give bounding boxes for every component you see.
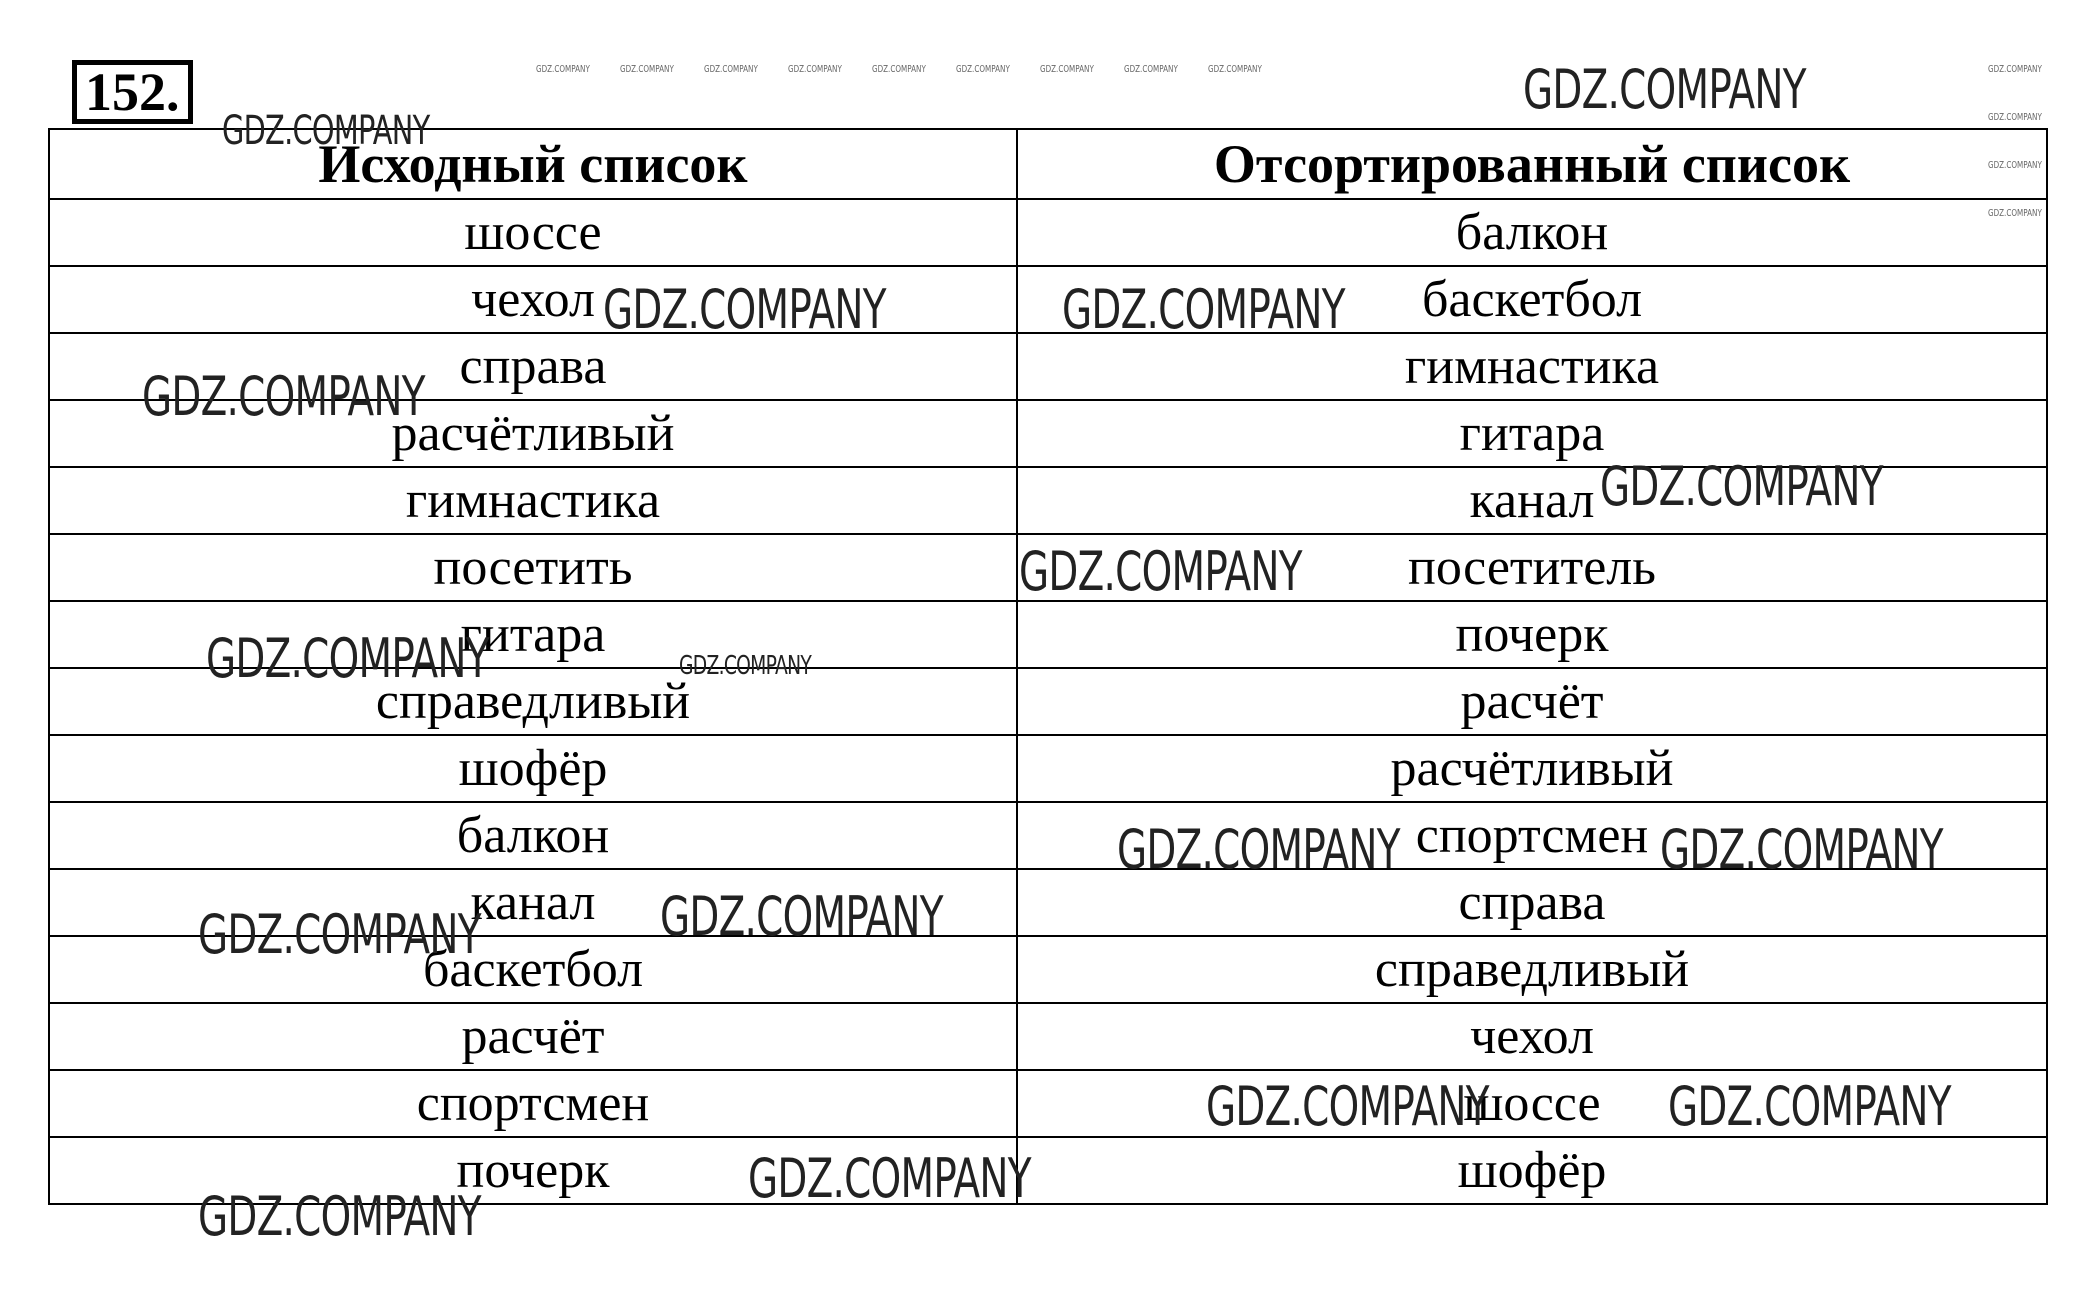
original-word: балкон — [49, 802, 1017, 869]
watermark: GDZ.COMPANY — [660, 885, 943, 948]
table-row — [49, 1003, 2047, 1070]
watermark: GDZ.COMPANY — [1988, 64, 2042, 75]
watermark: GDZ.COMPANY — [603, 278, 886, 341]
watermark: GDZ.COMPANY — [1040, 64, 1094, 75]
watermark: GDZ.COMPANY — [1117, 818, 1400, 881]
watermark: GDZ.COMPANY — [1124, 64, 1178, 75]
original-word: спортсмен — [49, 1070, 1017, 1137]
sorted-word: баскетбол — [1017, 266, 2047, 333]
sorted-word: спортсмен — [1017, 802, 2047, 869]
sorted-word: балкон — [1017, 199, 2047, 266]
watermark: GDZ.COMPANY — [704, 64, 758, 75]
sorted-word: справа — [1017, 869, 2047, 936]
sorted-word: расчётливый — [1017, 735, 2047, 802]
header-sorted-list: Отсортированный список — [1017, 129, 2047, 199]
watermark: GDZ.COMPANY — [206, 627, 489, 690]
watermark: GDZ.COMPANY — [198, 903, 481, 966]
watermark: GDZ.COMPANY — [1523, 58, 1806, 121]
watermark: GDZ.COMPANY — [222, 108, 430, 154]
watermark: GDZ.COMPANY — [1600, 455, 1883, 518]
sorted-word: посетитель — [1017, 534, 2047, 601]
watermark: GDZ.COMPANY — [1988, 112, 2042, 123]
watermark: GDZ.COMPANY — [788, 64, 842, 75]
original-word: канал — [49, 869, 1017, 936]
original-word: расчёт — [49, 1003, 1017, 1070]
watermark: GDZ.COMPANY — [1206, 1075, 1489, 1138]
watermark: GDZ.COMPANY — [1062, 278, 1345, 341]
exercise-number: 152. — [72, 60, 193, 124]
sorted-word: канал — [1017, 467, 2047, 534]
watermark: GDZ.COMPANY — [536, 64, 590, 75]
watermark: GDZ.COMPANY — [1208, 64, 1262, 75]
original-word: баскетбол — [49, 936, 1017, 1003]
watermark: GDZ.COMPANY — [679, 651, 812, 681]
watermark: GDZ.COMPANY — [620, 64, 674, 75]
watermark: GDZ.COMPANY — [1988, 160, 2042, 171]
table-row — [49, 199, 2047, 266]
sorted-word: шоссе — [1017, 1070, 2047, 1137]
sorted-word: расчёт — [1017, 668, 2047, 735]
original-word: расчётливый — [49, 400, 1017, 467]
original-word: справедливый — [49, 668, 1017, 735]
sorted-word: шофёр — [1017, 1137, 2047, 1204]
original-word: справа — [49, 333, 1017, 400]
original-word: чехол — [49, 266, 1017, 333]
original-word: почерк — [49, 1137, 1017, 1204]
header-original-list: Исходный список — [49, 129, 1017, 199]
watermark: GDZ.COMPANY — [872, 64, 926, 75]
watermark: GDZ.COMPANY — [1660, 818, 1943, 881]
original-word: посетить — [49, 534, 1017, 601]
watermark: GDZ.COMPANY — [1019, 540, 1302, 603]
watermark: GDZ.COMPANY — [956, 64, 1010, 75]
sorted-word: чехол — [1017, 1003, 2047, 1070]
watermark: GDZ.COMPANY — [198, 1185, 481, 1248]
original-word: гитара — [49, 601, 1017, 668]
sorted-word: гимнастика — [1017, 333, 2047, 400]
watermark: GDZ.COMPANY — [1988, 208, 2042, 219]
table-row — [49, 266, 2047, 333]
watermark: GDZ.COMPANY — [142, 365, 425, 428]
original-word: гимнастика — [49, 467, 1017, 534]
watermark: GDZ.COMPANY — [748, 1147, 1031, 1210]
original-word: шоссе — [49, 199, 1017, 266]
sorted-word: почерк — [1017, 601, 2047, 668]
sorted-word: гитара — [1017, 400, 2047, 467]
sorted-word: справедливый — [1017, 936, 2047, 1003]
table-row — [49, 735, 2047, 802]
watermark: GDZ.COMPANY — [1668, 1075, 1951, 1138]
original-word: шофёр — [49, 735, 1017, 802]
